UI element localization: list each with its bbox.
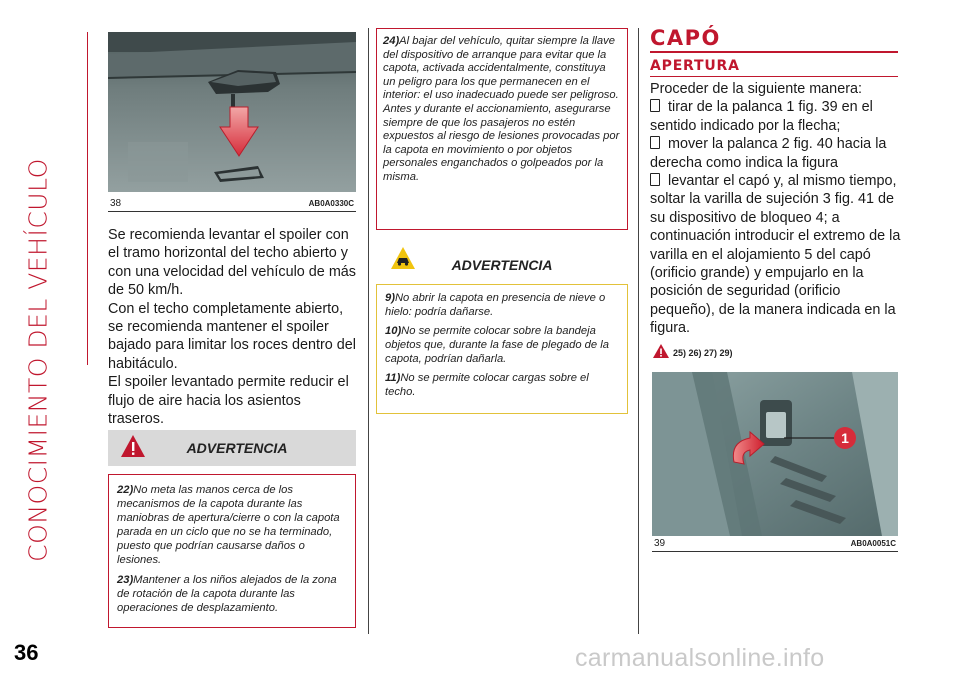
paragraph: Se recomienda levantar el spoiler con el tramo horizontal del techo abierto y con una velocidad del vehículo de más de 50 km/h. [108, 227, 356, 299]
figure-code: AB0A0051C [850, 539, 896, 548]
page-number: 36 [14, 640, 39, 665]
checkbox-bullet-icon [650, 136, 660, 149]
warning-icon [652, 343, 670, 359]
bullet-item [650, 172, 902, 338]
warning-number: 10) [385, 325, 402, 337]
figure-39 [652, 372, 898, 552]
warning-references: 25) 26) 27) 29) [673, 348, 733, 358]
warning-continued-box [376, 28, 628, 230]
bullet-text: levantar el capó y, al mismo tiempo, soltar la varilla de sujeción 3 fig. 41 de su dispositivo de bloqueo 4; a continuación introducir el extremo de la varilla en el alojamiento 5 del capó (orificio grande) y empujarlo en la posición de seguridad (orificio pequeño), de la manera indicada en la figura. [650, 173, 901, 337]
warning-item [117, 483, 347, 567]
instructions [650, 80, 902, 338]
warning-number: 22) [117, 484, 134, 496]
bullet-item [650, 135, 902, 172]
warning-number: 9) [385, 292, 395, 304]
bullet-item [650, 98, 902, 135]
warning-title: ADVERTENCIA [186, 440, 288, 456]
warning-number: 23) [117, 574, 134, 586]
warning-box [108, 474, 356, 628]
figure-number: 38 [110, 198, 122, 209]
watermark: carmanualsonline.info [575, 644, 825, 672]
column-divider [638, 28, 639, 634]
figure-number: 39 [654, 538, 666, 549]
figure-caption [108, 194, 356, 212]
checkbox-bullet-icon [650, 99, 660, 112]
subheading-rule [650, 76, 898, 77]
warning-item [385, 371, 619, 399]
warning-header [108, 430, 356, 466]
checkbox-bullet-icon [650, 173, 660, 186]
figure-callout: 1 [841, 430, 849, 446]
hood-lever-illustration [652, 372, 898, 536]
figure-38 [108, 32, 356, 212]
warning-item [385, 324, 619, 366]
section-side-title: CONOCIMIENTO DEL VEHÍCULO [23, 158, 53, 562]
warning-text: No se permite colocar cargas sobre el techo. [385, 372, 589, 398]
warning-number: 11) [385, 372, 401, 384]
intro-text: Proceder de la siguiente manera: [650, 81, 862, 97]
subsection-heading: APERTURA [650, 58, 740, 74]
bullet-text: mover la palanca 2 fig. 40 hacia la derecha como indica la figura [650, 136, 887, 171]
section-heading: CAPÓ [650, 26, 721, 50]
heading-rule [650, 51, 898, 53]
figure-code: AB0A0330C [308, 199, 354, 208]
warning-item [117, 573, 347, 615]
warning-text: No se permite colocar sobre la bandeja objetos que, durante la fase de plegado de la capota, podrían dañarla. [385, 325, 609, 365]
paragraph: Con el techo completamente abierto, se recomienda mantener el spoiler bajado para limitar los roces dentro del habitáculo. [108, 300, 356, 372]
warning-title: ADVERTENCIA [451, 257, 553, 273]
warning-item [385, 291, 619, 319]
body-text [108, 226, 360, 428]
warning-text: Al bajar del vehículo, quitar siempre la llave del dispositivo de arranque para evitar que la capota, activada accidentalmente, constituya un peligro para los que permanecen en el interior: el uso inadecuado puede ser peligroso. Antes y durante el accionamiento, asegurarse siempre de que los pasajeros no estén expuestos al riesgo de lesiones provocadas por la capota en movimiento o por objetos personales enganchados o golpeados por la misma. [383, 35, 620, 183]
warning-header [376, 240, 628, 284]
warning-text: No abrir la capota en presencia de nieve o hielo: podría dañarse. [385, 292, 606, 318]
bullet-text: tirar de la palanca 1 fig. 39 en el sentido indicado por la flecha; [650, 99, 873, 134]
column-divider [368, 28, 369, 634]
figure-caption [652, 534, 898, 552]
side-divider [87, 32, 88, 365]
warning-text: Mantener a los niños alejados de la zona de rotación de la capota durante las operaciones de desplazamiento. [117, 574, 337, 614]
warning-text: No meta las manos cerca de los mecanismos de la capota durante las maniobras de apertura/cierre o con la capota parada en un ciclo que no se ha terminado, puesto que podrían causarse daños o lesiones. [117, 484, 340, 566]
paragraph: El spoiler levantado permite reducir el flujo de aire hacia los asientos traseros. [108, 374, 349, 428]
spoiler-illustration [108, 32, 356, 192]
caution-box [376, 284, 628, 414]
warning-number: 24) [383, 35, 400, 47]
